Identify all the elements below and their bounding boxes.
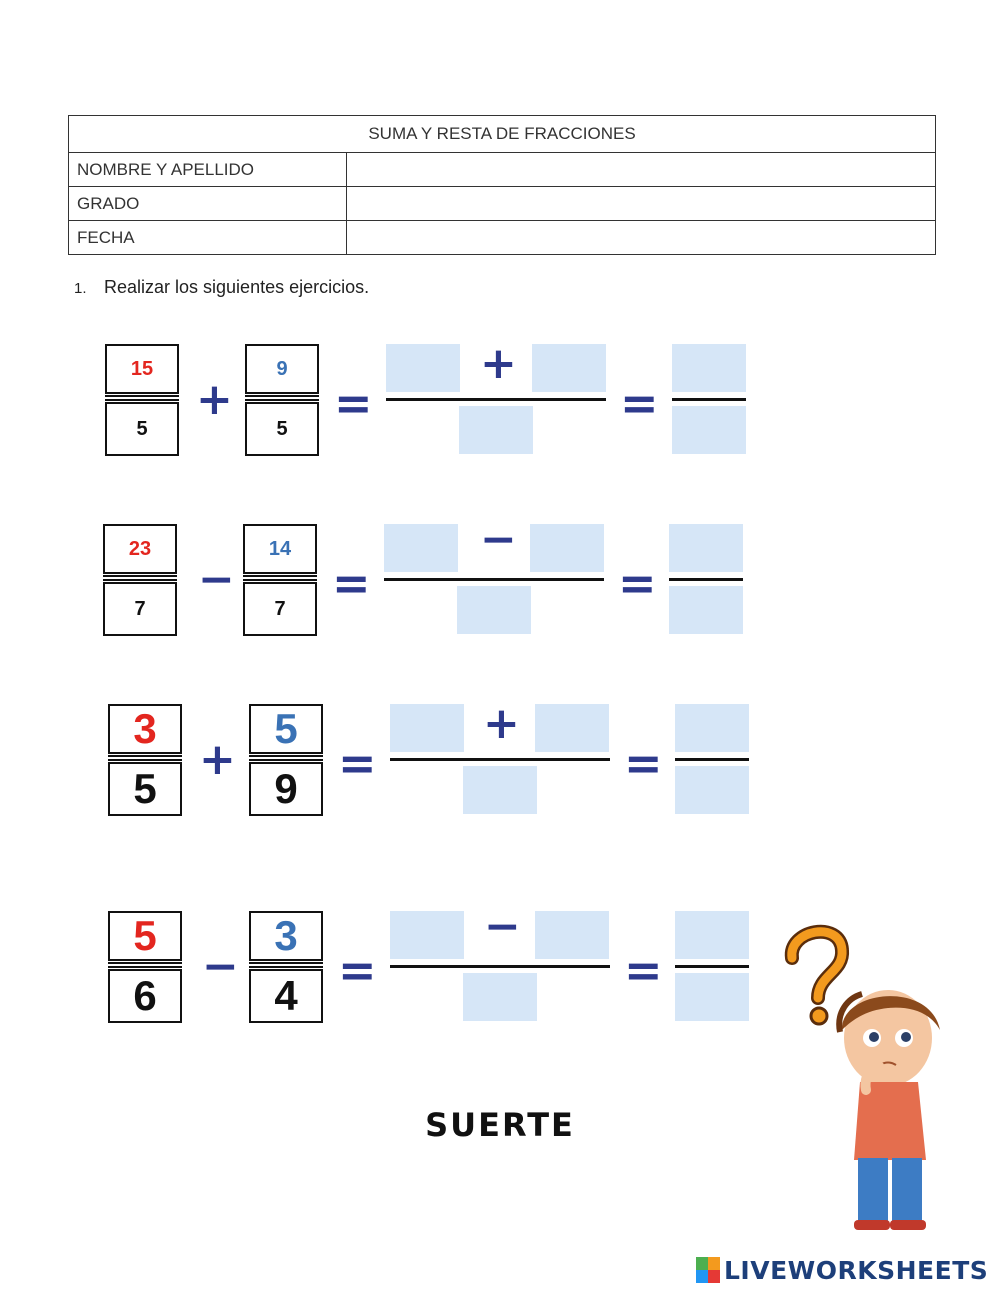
instruction-text: Realizar los siguientes ejercicios. (104, 277, 370, 297)
result-numerator[interactable] (669, 524, 743, 572)
denominator-b: 7 (243, 582, 317, 636)
date-label: FECHA (69, 221, 347, 255)
exercise-2 (0, 514, 1000, 644)
denominator-a: 5 (105, 402, 179, 456)
answer-denominator[interactable] (463, 766, 537, 814)
equals-operator: = (334, 376, 373, 430)
result-denominator[interactable] (672, 406, 746, 454)
fraction-line (390, 965, 610, 968)
denominator-a: 6 (108, 969, 182, 1023)
answer-denominator[interactable] (459, 406, 533, 454)
fraction-line (390, 758, 610, 761)
worksheet-title: SUMA Y RESTA DE FRACCIONES (69, 116, 936, 153)
exercise-1 (0, 338, 1000, 464)
fraction-line (675, 965, 749, 968)
brand-name: LIVEWORKSHEETS (724, 1255, 989, 1285)
answer-denominator[interactable] (463, 973, 537, 1021)
liveworksheets-logo-icon (696, 1257, 720, 1283)
equals-operator: = (620, 376, 659, 430)
fraction-line (386, 398, 606, 401)
minus-operator: − (198, 554, 235, 605)
numerator-b: 5 (249, 704, 323, 754)
fraction-line (672, 398, 746, 401)
denominator-a: 7 (103, 582, 177, 636)
numerator-b: 9 (245, 344, 319, 394)
numerator-b: 14 (243, 524, 317, 574)
question-mark-icon (792, 932, 842, 1024)
equals-operator: = (338, 736, 377, 790)
answer-numerator-1[interactable] (384, 524, 458, 572)
equals-operator: = (338, 943, 377, 997)
suerte-text: SUERTE (425, 1106, 575, 1144)
result-numerator[interactable] (675, 704, 749, 752)
name-field[interactable] (347, 153, 936, 187)
answer-numerator-2[interactable] (535, 704, 609, 752)
denominator-b: 9 (249, 762, 323, 816)
minus-operator: − (484, 901, 521, 952)
answer-denominator[interactable] (457, 586, 531, 634)
equals-operator: = (624, 943, 663, 997)
equals-operator: = (332, 556, 371, 610)
fraction-line (675, 758, 749, 761)
liveworksheets-brand (696, 1254, 988, 1286)
numerator-a: 5 (108, 911, 182, 961)
plus-operator: + (196, 374, 233, 425)
plus-operator: + (480, 338, 517, 389)
minus-operator: − (202, 941, 239, 992)
date-field[interactable] (347, 221, 936, 255)
numerator-a: 23 (103, 524, 177, 574)
instruction (74, 277, 369, 298)
header-table (68, 115, 936, 255)
equals-operator: = (618, 556, 657, 610)
result-denominator[interactable] (669, 586, 743, 634)
fraction-line (384, 578, 604, 581)
equals-operator: = (624, 736, 663, 790)
exercise-3 (0, 698, 1000, 824)
result-denominator[interactable] (675, 766, 749, 814)
numerator-b: 3 (249, 911, 323, 961)
answer-numerator-2[interactable] (530, 524, 604, 572)
result-numerator[interactable] (675, 911, 749, 959)
minus-operator: − (480, 514, 517, 565)
instruction-number: 1. (74, 280, 87, 297)
answer-numerator-1[interactable] (390, 704, 464, 752)
grade-field[interactable] (347, 187, 936, 221)
result-numerator[interactable] (672, 344, 746, 392)
numerator-a: 3 (108, 704, 182, 754)
thinking-boy-illustration (770, 920, 970, 1240)
denominator-b: 5 (245, 402, 319, 456)
fraction-line (669, 578, 743, 581)
denominator-a: 5 (108, 762, 182, 816)
plus-operator: + (199, 734, 236, 785)
denominator-b: 4 (249, 969, 323, 1023)
grade-label: GRADO (69, 187, 347, 221)
answer-numerator-1[interactable] (386, 344, 460, 392)
answer-numerator-1[interactable] (390, 911, 464, 959)
answer-numerator-2[interactable] (535, 911, 609, 959)
answer-numerator-2[interactable] (532, 344, 606, 392)
name-label: NOMBRE Y APELLIDO (69, 153, 347, 187)
numerator-a: 15 (105, 344, 179, 394)
result-denominator[interactable] (675, 973, 749, 1021)
plus-operator: + (483, 698, 520, 749)
